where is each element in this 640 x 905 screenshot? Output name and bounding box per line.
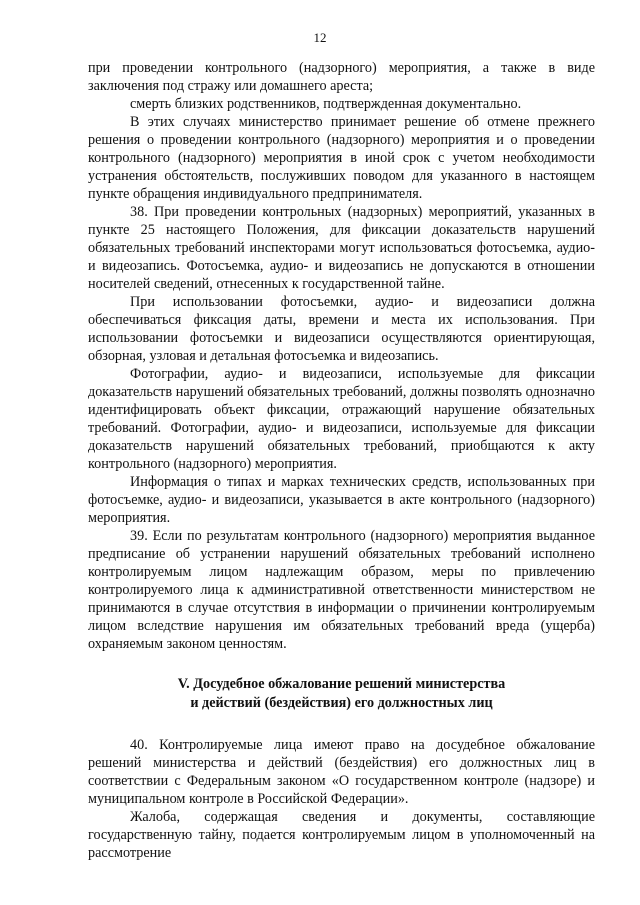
section-heading <box>88 675 595 713</box>
page-number: 12 <box>313 30 327 45</box>
paragraph: Жалоба, содержащая сведения и документы, составляющие государственную тайну, подается контролируемым лицом в уполномоченный на рассмотрение <box>88 809 595 861</box>
paragraph: Информация о типах и марках технических средств, использованных при фотосъемке, аудио- и видеозаписи, указывается в акте контрольного (надзорного) мероприятия. <box>88 474 595 526</box>
paragraph: 38. При проведении контрольных (надзорных) мероприятий, указанных в пункте 25 настоящего Положения, для фиксации доказательств нарушений обязательных требований инспекторами могут использоваться фотосъемка, аудио- и видеозапись. Фотосъемка, аудио- и видеозапись не допускаются в отношении носителей сведений, отнесенных к государственной тайне. <box>88 204 595 292</box>
paragraphs-before <box>88 59 595 653</box>
paragraph: Фотографии, аудио- и видеозаписи, используемые для фиксации доказательств нарушений обязательных требований, должны позволять однозначно идентифицировать объект фиксации, отражающий нарушение обязательных требований. Фотографии, аудио- и видеозаписи, используемые для фиксации доказательств нарушений обязательных требований, приобщаются к акту контрольного (надзорного) мероприятия. <box>88 366 595 472</box>
section-heading-line: V. Досудебное обжалование решений министерства <box>177 676 506 692</box>
document-body <box>88 59 595 862</box>
paragraph: При использовании фотосъемки, аудио- и видеозаписи должна обеспечиваться фиксация даты, времени и места их использования. При использовании фотосъемки и видеозаписи осуществляются ориентирующая, обзорная, узловая и детальная фотосъемка и видеозапись. <box>88 294 595 364</box>
paragraph: В этих случаях министерство принимает решение об отмене прежнего решения о проведении контрольного (надзорного) мероприятия и о проведении контрольного (надзорного) мероприятия в иной срок с учетом необходимости устранения обстоятельств, послуживших поводом для указанного в настоящем пункте обращения индивидуального предпринимателя. <box>88 114 595 202</box>
paragraph: при проведении контрольного (надзорного) мероприятия, а также в виде заключения под стражу или домашнего ареста; <box>88 60 595 94</box>
paragraph: 39. Если по результатам контрольного (надзорного) мероприятия выданное предписание об устранении нарушений обязательных требований исполнено контролируемым лицом надлежащим образом, меры по привлечению контролируемого лица к административной ответственности министерством не принимаются в случае отсутствия в информации о причинении контролируемым лицом вследствие нарушения им обязательных требований вреда (ущерба) охраняемым законом ценностям. <box>88 528 595 652</box>
paragraphs-after <box>88 736 595 862</box>
section-heading-line: и действий (бездействия) его должностных лиц <box>190 695 493 711</box>
paragraph: смерть близких родственников, подтвержденная документально. <box>130 96 522 112</box>
paragraph: 40. Контролируемые лица имеют право на досудебное обжалование решений министерства и действий (бездействия) его должностных лиц в соответствии с Федеральным законом «О государственном контроле (надзоре) и муниципальном контроле в Российской Федерации». <box>88 737 595 807</box>
